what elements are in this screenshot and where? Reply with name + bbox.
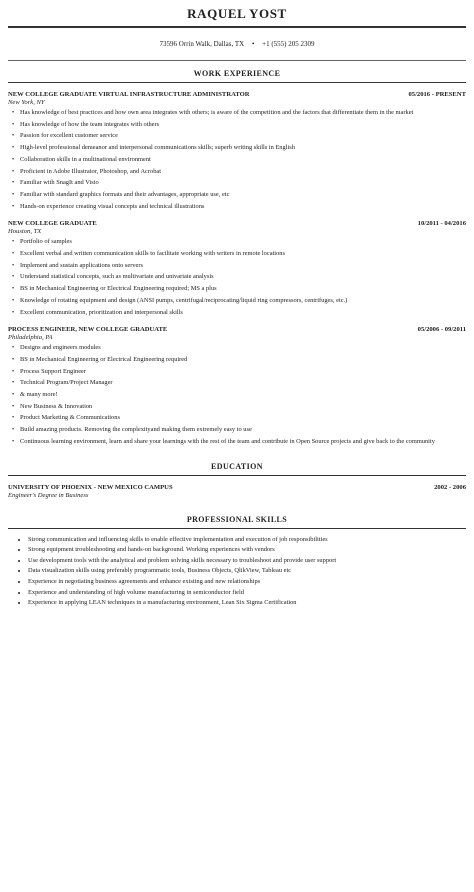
- job-location: Houston, TX: [8, 228, 42, 236]
- professional-skills-heading: PROFESSIONAL SKILLS: [186, 514, 288, 524]
- job-title: NEW COLLEGE GRADUATE: [8, 220, 97, 228]
- name-divider: [8, 26, 466, 28]
- job-header: [8, 220, 466, 227]
- skill-item: • Strong communication and influencing skills to enable effective implementation and execution of job responsibilities: [28, 535, 466, 546]
- job-bullet: • Proficient in Adobe Illustrator, Photoshop, and Acrobat: [20, 166, 466, 178]
- job-bullet: • Technical Program/Project Manager: [20, 377, 466, 389]
- work-experience-heading: WORK EXPERIENCE: [193, 69, 281, 78]
- job-bullet: • Implement and sustain applications onto servers: [20, 260, 466, 272]
- education-header: [8, 484, 466, 491]
- contact-divider: [8, 60, 466, 61]
- section-divider: [8, 82, 466, 83]
- contact-line: [8, 40, 466, 50]
- job-bullet: • Excellent communication, prioritization and interpersonal skills: [20, 307, 466, 319]
- education-dates: 2002 - 2006: [434, 483, 466, 491]
- job-entry: [8, 220, 466, 318]
- skills-list: [8, 535, 466, 609]
- job-bullets: [8, 342, 466, 447]
- job-location: Philadelphia, PA: [8, 334, 53, 342]
- skill-item: • Experience in negotiating business agreements and enhance existing and new relationships: [28, 577, 466, 588]
- job-dates: 05/2006 - 09/2011: [417, 326, 466, 334]
- contact-address: 73596 Orrin Walk, Dallas, TX: [159, 40, 245, 48]
- job-dates: 05/2016 - PRESENT: [408, 91, 466, 98]
- resume-page: [8, 0, 466, 625]
- section-divider: [8, 528, 466, 529]
- job-bullet: • Has knowledge of best practices and how own area integrates with others; is aware of the competition and the factors that differentiate them in the market: [20, 107, 466, 119]
- job-bullets: [8, 107, 466, 212]
- skill-item: • Data visualization skills using preferably programmatic tools, Business Objects, QlikView, Tableau etc: [28, 566, 466, 577]
- job-bullet: • BS in Mechanical Engineering or Electrical Engineering required: [20, 354, 466, 366]
- skill-item: • Experience and understanding of high volume manufacturing in semiconductor field: [28, 588, 466, 599]
- education-heading: EDUCATION: [211, 461, 263, 471]
- education-entry: [8, 484, 466, 499]
- job-bullet: • Hands-on experience creating visual concepts and technical illustrations: [20, 201, 466, 213]
- job-bullet: • Product Marketing & Communications: [20, 412, 466, 424]
- job-bullet: • Knowledge of rotating equipment and design (ANSI pumps, centrifugal/reciprocating/liquid ring compressors, centrifuges, etc.): [20, 295, 466, 307]
- job-bullet: • Build amazing products. Removing the complexityand making them extremely easy to use: [20, 424, 466, 436]
- school-name: UNIVERSITY OF PHOENIX - NEW MEXICO CAMPUS: [8, 483, 173, 491]
- job-bullet: • Continuous learning environment, learn and share your learnings with the rest of the team and contribute in Open Source projects and give back to the community: [20, 436, 466, 448]
- job-bullet: • BS in Mechanical Engineering or Electrical Engineering required; MS a plus: [20, 283, 466, 295]
- section-divider: [8, 475, 466, 476]
- contact-phone: +1 (555) 205 2309: [262, 40, 315, 48]
- job-bullet: • Familiar with SnagIt and Visio: [20, 177, 466, 189]
- skill-item: • Experience in applying LEAN techniques in a manufacturing environment, Lean Six Sigma Certification: [28, 598, 466, 609]
- job-dates: 10/2011 - 04/2016: [417, 220, 466, 228]
- job-bullet: • Portfolio of samples: [20, 236, 466, 248]
- job-bullet: • Process Support Engineer: [20, 366, 466, 378]
- degree: Engineer's Degree in Business: [8, 491, 89, 499]
- job-bullet: • Passion for excellent customer service: [20, 130, 466, 142]
- skill-item: • Strong equipment troubleshooting and hands-on background. Working experiences with vendors: [28, 545, 466, 556]
- job-title: NEW COLLEGE GRADUATE VIRTUAL INFRASTRUCTURE ADMINISTRATOR: [8, 91, 250, 98]
- job-bullet: • New Business & Innovation: [20, 401, 466, 413]
- job-bullets: [8, 236, 466, 318]
- skill-item: • Use development tools with the analytical and problem solving skills necessary to troubleshoot and provide user support: [28, 556, 466, 567]
- job-location: New York, NY: [8, 99, 45, 106]
- job-bullet: • Familiar with standard graphics formats and their advantages, appropriate use, etc: [20, 189, 466, 201]
- job-bullet: • Excellent verbal and written communication skills to facilitate working with writers in remote locations: [20, 248, 466, 260]
- job-entry: [8, 91, 466, 212]
- job-header: [8, 91, 466, 98]
- job-bullet: • & many more!: [20, 389, 466, 401]
- job-bullet: • Designs and engineers modules: [20, 342, 466, 354]
- job-title: PROCESS ENGINEER, NEW COLLEGE GRADUATE: [8, 326, 168, 334]
- job-entry: [8, 326, 466, 447]
- job-bullet: • Has knowledge of how the team integrates with others: [20, 119, 466, 131]
- job-bullet: • Understand statistical concepts, such as multivariate and univariate analysis: [20, 271, 466, 283]
- job-bullet: • Collaboration skills in a multinational environment: [20, 154, 466, 166]
- candidate-name: RAQUEL YOST: [187, 6, 287, 21]
- job-bullet: • High-level professional demeanor and interpersonal communications skills; superb writing skills in English: [20, 142, 466, 154]
- job-header: [8, 326, 466, 333]
- contact-separator: •: [251, 40, 255, 48]
